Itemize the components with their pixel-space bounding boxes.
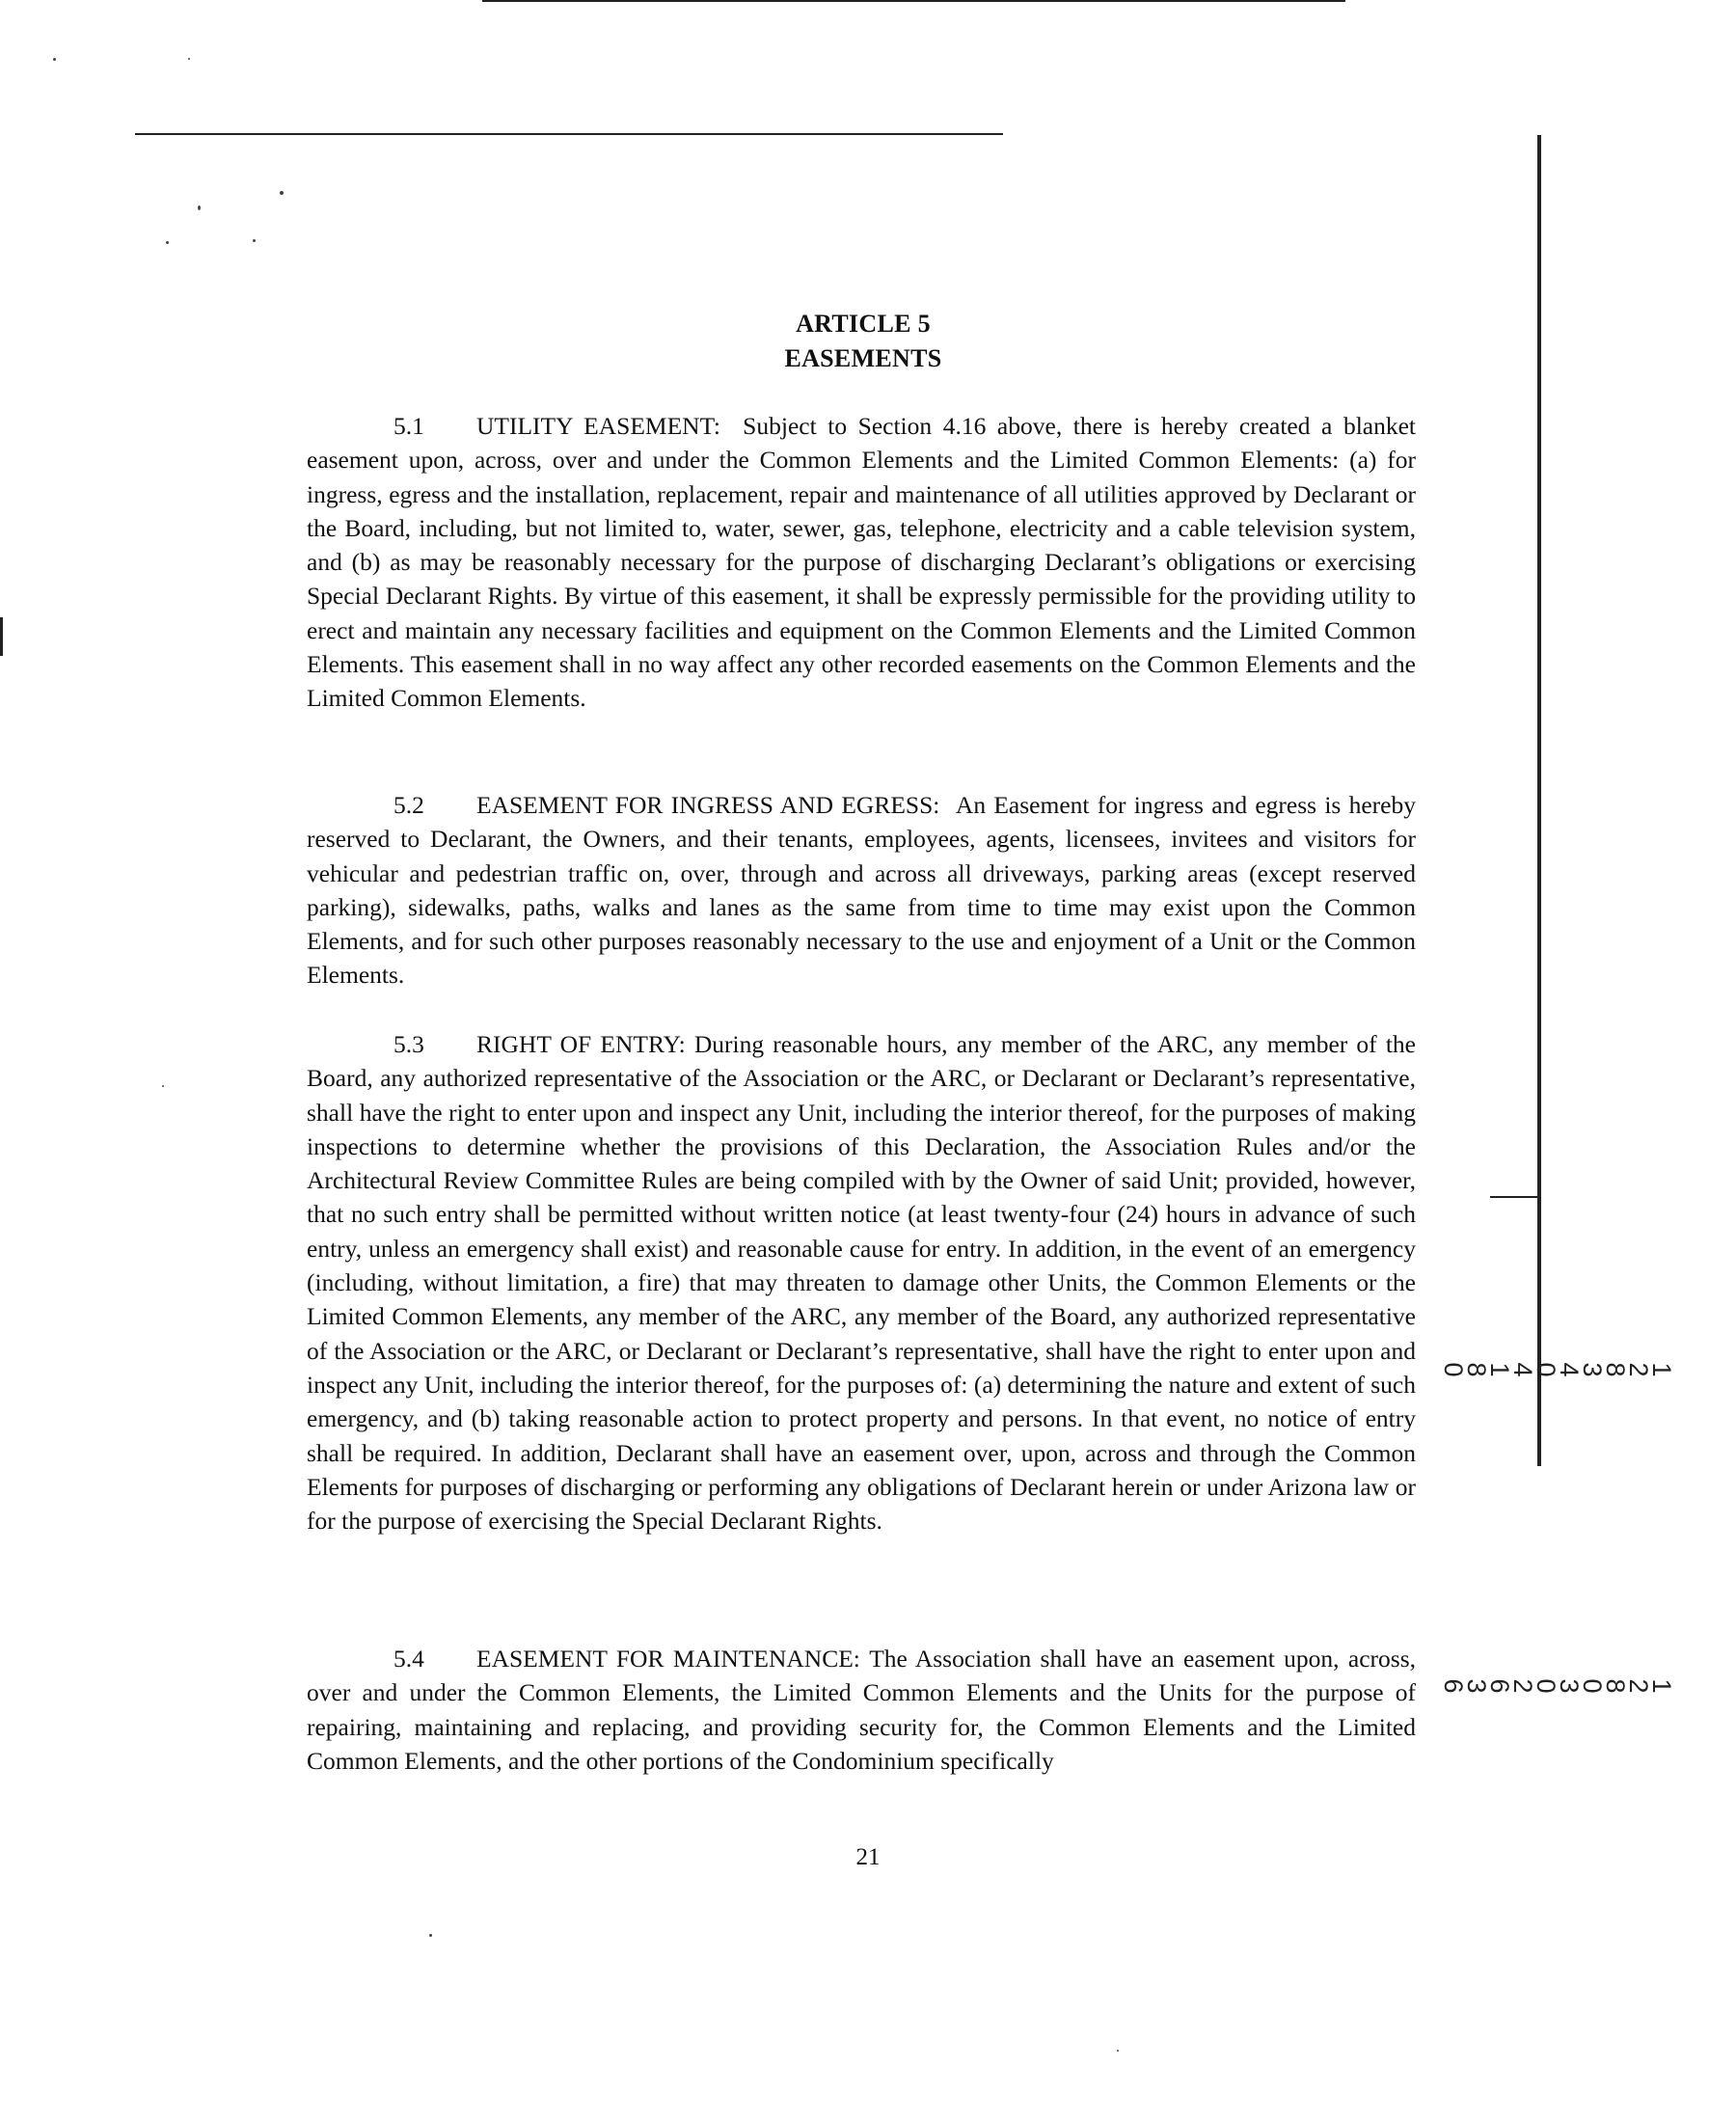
scan-speck (198, 205, 201, 210)
section-text: An Easement for ingress and egress is hereby reserved to Declarant, the Owners, and their tenants, employees, agents, licensees, invitees and visitors for vehicular and pedestrian traffic on, over, through and across all driveways, parking areas (except reserved parking), sidewalks, paths, walks and lanes as the same from time to time may exist upon the Common Elements, and for such other purposes reasonably necessary to the use and enjoyment of a Unit or the Common Elements. (307, 791, 1416, 990)
section-5-4 (307, 1642, 1416, 1778)
header-rule (135, 133, 1003, 135)
top-edge-rule (482, 0, 1345, 2)
left-edge-mark (0, 617, 3, 656)
article-number: ARTICLE 5 (796, 310, 931, 338)
section-5-3 (307, 1027, 1416, 1537)
section-text: The Association shall have an easement upon, across, over and under the Common Elements, the Limited Common Elements and the Units for the purpose of repairing, maintaining and replacing, and providing security for, the Common Elements and the Limited Common Elements, and the other portions of the Condominium specifically (307, 1645, 1416, 1775)
scan-speck (166, 241, 169, 244)
section-heading: RIGHT OF ENTRY: (476, 1030, 686, 1058)
section-5-1 (307, 409, 1416, 716)
section-number: 5.4 (393, 1645, 424, 1673)
scan-speck (1117, 2050, 1119, 2052)
section-number: 5.1 (393, 412, 424, 440)
section-number: 5.3 (393, 1030, 424, 1058)
section-heading: EASEMENT FOR MAINTENANCE: (476, 1645, 860, 1673)
article-title: EASEMENTS (784, 344, 942, 372)
scan-speck (188, 58, 190, 60)
section-text: Subject to Section 4.16 above, there is hereby created a blanket easement upon, across, over and under the Common Elements and the Limited Common Elements: (a) for ingress, egress and the installation, replacement, repair and maintenance of all utilities approved by Declarant or the Board, including, but not limited to, water, sewer, gas, telephone, electricity and a cable television system, and (b) as may be reasonably necessary for the purpose of discharging Declarant’s obligations or exercising Special Declarant Rights. By virtue of this easement, it shall be expressly permissible for the providing utility to erect and maintain any necessary facilities and equipment on the Common Elements and the Limited Common Elements. This easement shall in no way affect any other recorded easements on the Common Elements and the Limited Common Elements. (307, 412, 1417, 713)
page-number: 21 (855, 1844, 881, 1870)
scan-speck (253, 239, 256, 242)
section-heading: EASEMENT FOR INGRESS AND EGRESS: (476, 791, 940, 819)
scan-speck (162, 1085, 164, 1087)
section-number: 5.2 (393, 791, 424, 819)
recording-code-upper: 12834 04180 (1439, 1362, 1676, 1385)
scan-speck (280, 191, 284, 195)
scan-speck (429, 1934, 432, 1937)
section-heading: UTILITY EASEMENT: (476, 412, 720, 440)
right-margin-tick (1490, 1196, 1538, 1198)
recording-code-lower: 12803 02636 (1439, 1678, 1676, 1701)
section-text: During reasonable hours, any member of the ARC, any member of the Board, any authorized representative of the Association or the ARC, or Declarant or Declarant’s representative, shall have the right to enter upon and inspect any Unit, including the interior thereof, for the purposes of making inspections to determine whether the provisions of this Declaration, the Association Rules and/or the Architectural Review Committee Rules are being compiled with by the Owner of said Unit; provided, however, that no such entry shall be permitted without written notice (at least twenty-four (24) hours in advance of such entry, unless an emergency shall exist) and reasonable cause for entry. In addition, in the event of an emergency (including, without limitation, a fire) that may threaten to damage other Units, the Common Elements or the Limited Common Elements, any member of the ARC, any member of the Board, any authorized representative of the Association or the ARC, or Declarant or Declarant’s representative, shall have the right to enter upon and inspect any Unit, including the interior thereof, for the purposes of: (a) determining the nature and extent of such emergency, and (b) taking reasonable action to protect property and persons. In that event, no notice of entry shall be required. In addition, Declarant shall have an easement over, upon, across and through the Common Elements for purposes of discharging or performing any obligations of Declarant herein or under Arizona law or for the purpose of exercising the Special Declarant Rights. (307, 1030, 1416, 1536)
section-5-2 (307, 788, 1416, 993)
scan-speck (53, 58, 56, 61)
